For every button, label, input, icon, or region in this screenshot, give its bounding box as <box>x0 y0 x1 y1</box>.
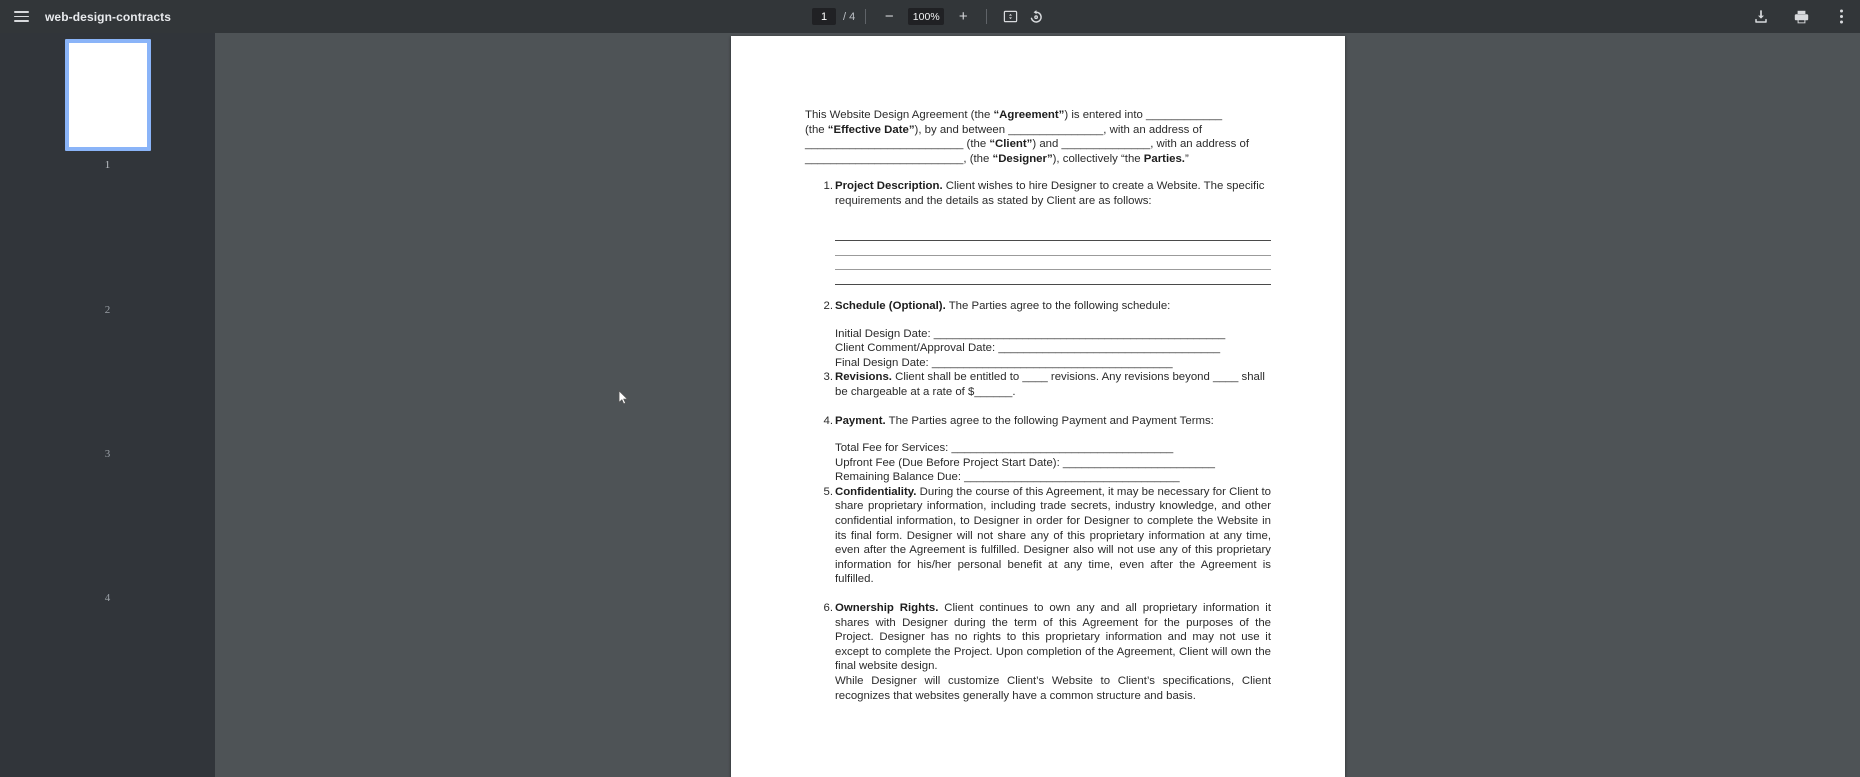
toolbar-divider <box>865 9 866 24</box>
clause-item-6 <box>805 601 1271 703</box>
fit-page-icon <box>1003 9 1018 24</box>
intro-line-1: This Website Design Agreement (the “Agreement”) is entered into ____________ <box>805 109 1223 121</box>
zoom-level-label[interactable]: 100% <box>908 8 944 25</box>
rotate-counterclockwise-icon <box>1028 9 1044 25</box>
clause-body: Client continues to own any and all proprietary information it shares with Designer during the term of this Agreement for the purposes of the Project. Designer has no rights to this proprietary information and may not use it except to complete the Project. Upon completion of the Agreement, Client will own the final website design. <box>835 602 1271 673</box>
clause-heading: Revisions. <box>835 371 892 384</box>
clause-item-2 <box>805 299 1271 370</box>
print-icon <box>1793 9 1810 25</box>
toolbar-center-group <box>812 0 1049 33</box>
clause-body: Client shall be entitled to ____ revisions. Any revisions beyond ____ shall be chargeable at a rate of $______. <box>835 371 1265 398</box>
schedule-field: Final Design Date: ______________________________________ <box>835 356 1173 369</box>
more-options-button[interactable] <box>1828 4 1854 30</box>
hamburger-icon <box>14 11 29 22</box>
intro-paragraph <box>805 108 1271 166</box>
more-options-icon <box>1839 8 1844 25</box>
payment-field: Upfront Fee (Due Before Project Start Date): ________________________ <box>835 456 1215 469</box>
blank-rule <box>835 256 1271 271</box>
fit-page-button[interactable] <box>997 4 1023 30</box>
download-icon <box>1753 9 1769 25</box>
blank-rule-block <box>835 227 1271 285</box>
clause-body: Client wishes to hire Designer to create a Website. The specific requirements and the details as stated by Client are as follows: <box>835 180 1265 207</box>
thumbnail-label: 4 <box>104 592 111 604</box>
mouse-cursor <box>618 390 629 406</box>
toolbar-left-group <box>0 0 171 33</box>
intro-line-4: _________________________, (the “Designer”), collectively “the Parties.” <box>805 152 1189 165</box>
thumbnail-page-3[interactable] <box>65 328 151 440</box>
download-button[interactable] <box>1748 4 1774 30</box>
clause-body: The Parties agree to the following schedule: <box>945 299 1171 312</box>
clause-heading: Ownership Rights. <box>835 602 939 615</box>
thumbnail-label: 2 <box>104 304 111 316</box>
page-count-label: / 4 <box>843 10 856 23</box>
clause-item-5 <box>805 485 1271 587</box>
intro-line-2: (the “Effective Date”), by and between _______________, with an address of <box>805 123 1203 136</box>
rotate-button[interactable] <box>1023 4 1049 30</box>
schedule-field: Client Comment/Approval Date: ___________________________________ <box>835 342 1221 355</box>
sidebar-toggle-button[interactable] <box>8 4 34 30</box>
document-title: web-design-contracts <box>45 9 172 24</box>
clause-item-3 <box>805 370 1271 399</box>
intro-line-3: _________________________ (the “Client”) and ______________, with an address of <box>805 138 1249 151</box>
thumbnail-page-2[interactable] <box>65 184 151 296</box>
blank-rule <box>835 270 1271 285</box>
clause-body: The Parties agree to the following Payment and Payment Terms: <box>885 414 1214 427</box>
payment-fields <box>835 441 1271 485</box>
page-number-input[interactable] <box>812 8 836 25</box>
payment-field: Remaining Balance Due: __________________________________ <box>835 471 1180 484</box>
toolbar-divider <box>986 9 987 24</box>
schedule-fields <box>835 327 1271 371</box>
zoom-out-button[interactable] <box>876 4 902 30</box>
clause-heading: Payment. <box>835 414 886 427</box>
thumbnail-item-1[interactable] <box>0 39 215 171</box>
minus-icon: − <box>884 8 894 25</box>
top-toolbar <box>0 0 1860 33</box>
thumbnail-label: 1 <box>104 159 111 171</box>
clause-heading: Schedule (Optional). <box>835 299 946 312</box>
clause-heading: Confidentiality. <box>835 485 917 498</box>
clause-heading: Project Description. <box>835 180 943 193</box>
zoom-in-button[interactable] <box>950 4 976 30</box>
blank-rule <box>835 241 1271 256</box>
pdf-viewer-area[interactable] <box>215 33 1860 777</box>
clause-item-1 <box>805 179 1271 285</box>
thumbnail-item-3[interactable] <box>0 328 215 460</box>
clause-extra-paragraph: While Designer will customize Client’s Website to Client’s specifications, Client recognizes that websites generally have a common structure and basis. <box>835 675 1271 702</box>
payment-field: Total Fee for Services: ___________________________________ <box>835 442 1174 455</box>
thumbnail-item-4[interactable] <box>0 472 215 604</box>
clause-body: During the course of this Agreement, it may be necessary for Client to share proprietary information, including trade secrets, industry knowledge, and other confidential information, to Designer in order for Designer to complete the Website in its final form. Designer will not share any of this proprietary information at any time, even after the Agreement is fulfilled. Designer also will not use any of this proprietary information for his/her personal benefit at any time, even after the Agreement is fulfilled. <box>835 485 1271 586</box>
thumbnail-item-2[interactable] <box>0 184 215 316</box>
thumbnail-page-1[interactable] <box>65 39 151 151</box>
toolbar-right-group <box>1748 0 1854 33</box>
thumbnail-label: 3 <box>104 448 111 460</box>
blank-rule <box>835 227 1271 242</box>
clause-item-4 <box>805 414 1271 485</box>
thumbnail-sidebar[interactable] <box>0 33 215 777</box>
clause-list <box>805 179 1271 703</box>
print-button[interactable] <box>1788 4 1814 30</box>
schedule-field: Initial Design Date: ______________________________________________ <box>835 327 1226 340</box>
thumbnail-page-4[interactable] <box>65 472 151 584</box>
pdf-page-text <box>805 108 1271 703</box>
pdf-page-1[interactable] <box>731 36 1345 777</box>
plus-icon: + <box>958 8 968 25</box>
